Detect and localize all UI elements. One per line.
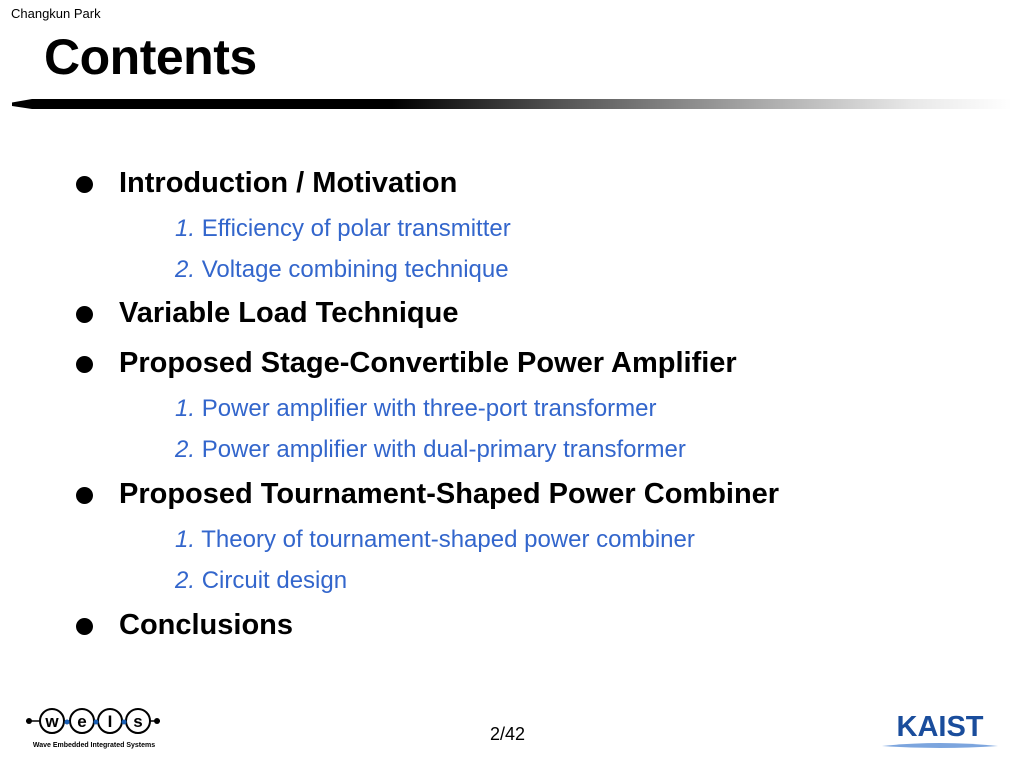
- subitem-text: Theory of tournament-shaped power combiner: [201, 526, 695, 553]
- subitem-text: Voltage combining technique: [201, 256, 509, 283]
- subitem-text: Power amplifier with dual-primary transformer: [201, 436, 686, 463]
- outline-item-label: Proposed Tournament-Shaped Power Combiner: [119, 478, 780, 510]
- outline-item: [76, 609, 976, 649]
- kaist-logo: [880, 710, 1000, 752]
- subitem-text: Efficiency of polar transmitter: [201, 215, 511, 242]
- outline-item: [76, 167, 976, 207]
- weis-letter: I: [107, 712, 113, 731]
- weis-letter: s: [133, 712, 143, 731]
- weis-logo: [24, 703, 164, 751]
- weis-letter: w: [45, 712, 59, 731]
- outline-item: [76, 478, 976, 518]
- outline-item-label: Variable Load Technique: [119, 297, 459, 329]
- outline-item-label: Proposed Stage-Convertible Power Amplifier: [119, 347, 737, 379]
- subitem-number: 1.: [175, 526, 196, 553]
- outline-subitem: [175, 567, 347, 595]
- outline-item-label: Introduction / Motivation: [119, 167, 458, 199]
- bullet-dot-icon: [76, 306, 93, 323]
- subitem-number: 1.: [175, 215, 196, 242]
- kaist-wordmark: KAIST: [896, 711, 984, 743]
- outline-subitem: [175, 526, 695, 554]
- author-label: Changkun Park: [11, 6, 101, 21]
- bullet-dot-icon: [76, 176, 93, 193]
- subitem-number: 1.: [175, 395, 196, 422]
- outline-item: [76, 347, 976, 387]
- subitem-text: Power amplifier with three-port transformer: [201, 395, 657, 422]
- outline-subitem: [175, 215, 511, 243]
- bullet-dot-icon: [76, 487, 93, 504]
- outline-item-label: Conclusions: [119, 609, 294, 641]
- subitem-number: 2.: [175, 436, 196, 463]
- outline-subitem: [175, 395, 657, 423]
- bullet-dot-icon: [76, 618, 93, 635]
- subitem-text: Circuit design: [201, 567, 348, 594]
- weis-letter: e: [77, 712, 87, 731]
- bullet-dot-icon: [76, 356, 93, 373]
- page-title: Contents: [44, 29, 257, 85]
- subitem-number: 2.: [175, 567, 196, 594]
- subitem-number: 2.: [175, 256, 196, 283]
- outline-subitem: [175, 436, 686, 464]
- page-number: 2/42: [490, 724, 526, 744]
- weis-tagline: Wave Embedded Integrated Systems: [32, 742, 156, 749]
- outline-subitem: [175, 256, 509, 284]
- outline-item: [76, 297, 976, 337]
